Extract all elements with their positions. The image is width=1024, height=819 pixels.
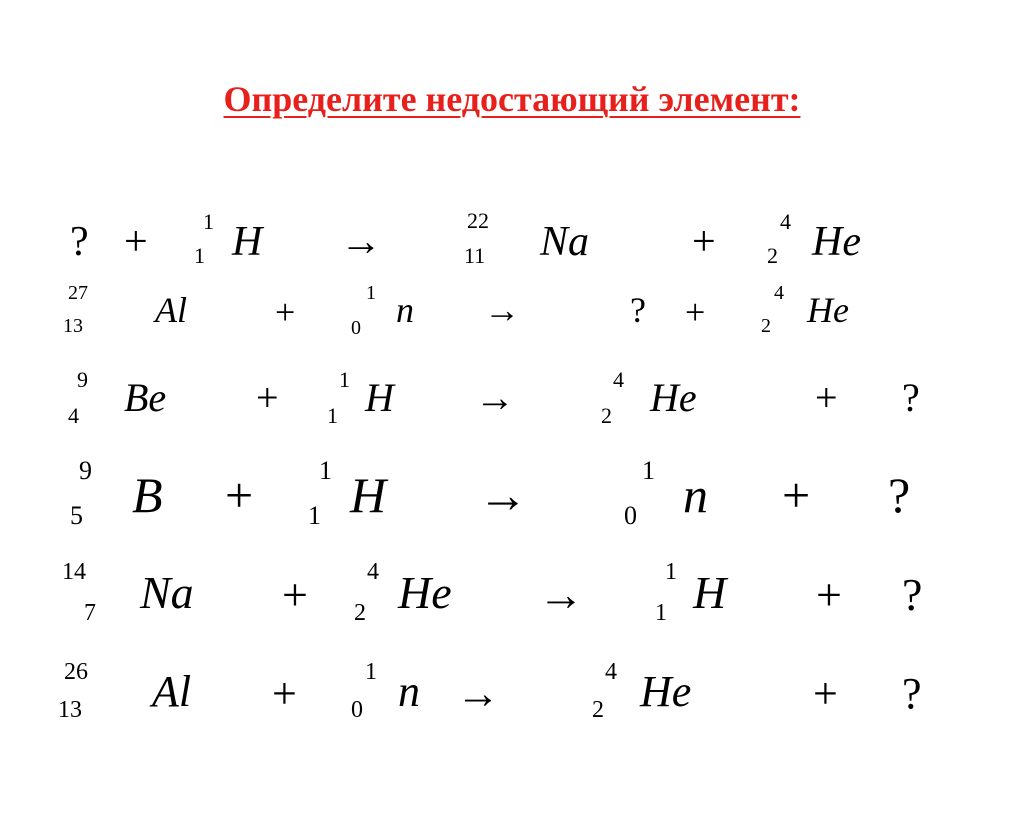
page-title: Определите недостающий элемент: [223,79,801,119]
mass-number: 1 [665,559,677,585]
mass-number: 4 [780,209,791,234]
element-symbol: B [132,467,163,523]
element-symbol: H [365,375,394,420]
element-symbol: He [812,219,861,265]
element-symbol: He [807,290,849,330]
arrow-icon: → [340,219,382,265]
arrow-icon: → [475,375,515,420]
plus-sign: + [256,375,279,420]
atomic-number: 11 [464,243,486,268]
element-symbol: n [683,467,708,523]
atomic-number: 0 [351,697,363,723]
plus-sign: + [272,669,297,718]
mass-number: 22 [467,208,489,233]
plus-sign: + [816,569,842,620]
mass-number: 14 [62,559,86,585]
unknown-symbol: ? [902,375,920,420]
mass-number: 1 [339,367,350,392]
mass-number: 9 [79,456,92,485]
atomic-number: 1 [655,600,667,626]
element-symbol: H [350,467,387,523]
mass-number: 4 [367,559,379,585]
unknown-symbol: ? [902,569,923,620]
mass-number: 1 [203,209,214,234]
element-symbol: He [650,375,697,420]
atomic-number: 2 [592,697,604,723]
plus-sign: + [815,375,838,420]
plus-sign: + [782,467,811,523]
mass-number: 1 [366,282,376,304]
atomic-number: 1 [194,243,205,268]
atomic-number: 0 [624,501,637,530]
plus-sign: + [685,292,706,332]
atomic-number: 2 [761,315,771,337]
element-symbol: H [693,567,727,618]
plus-sign: + [813,669,838,718]
element-symbol: H [232,219,263,265]
atomic-number: 1 [308,501,321,530]
plus-sign: + [124,219,148,265]
element-symbol: Na [140,567,194,618]
unknown-symbol: ? [70,219,89,265]
mass-number: 26 [64,659,88,685]
unknown-symbol: ? [888,467,911,523]
atomic-number: 7 [84,600,96,626]
element-symbol: He [640,667,692,716]
mass-number: 27 [68,282,88,304]
element-symbol: Na [540,219,590,265]
plus-sign: + [692,219,716,265]
element-symbol: Al [152,667,192,716]
mass-number: 4 [774,282,784,304]
atomic-number: 2 [354,600,366,626]
atomic-number: 2 [767,243,778,268]
arrow-icon: → [478,467,528,523]
element-symbol: Al [155,290,187,330]
element-symbol: Be [124,375,167,420]
plus-sign: + [282,569,308,620]
atomic-number: 1 [327,403,338,428]
atomic-number: 0 [351,317,361,339]
mass-number: 4 [613,367,624,392]
atomic-number: 13 [58,697,82,723]
atomic-number: 5 [70,501,83,530]
element-symbol: n [398,667,420,716]
mass-number: 9 [77,367,88,392]
atomic-number: 13 [63,315,83,337]
element-symbol: He [398,567,452,618]
mass-number: 4 [605,659,617,685]
mass-number: 1 [365,659,377,685]
mass-number: 1 [642,456,655,485]
arrow-icon: → [484,290,520,330]
unknown-symbol: ? [902,669,922,718]
atomic-number: 2 [601,403,612,428]
arrow-icon: → [456,669,500,718]
element-symbol: n [396,290,414,330]
plus-sign: + [225,467,254,523]
plus-sign: + [275,292,296,332]
atomic-number: 4 [68,403,79,428]
arrow-icon: → [538,569,584,620]
unknown-symbol: ? [630,290,646,330]
mass-number: 1 [319,456,332,485]
